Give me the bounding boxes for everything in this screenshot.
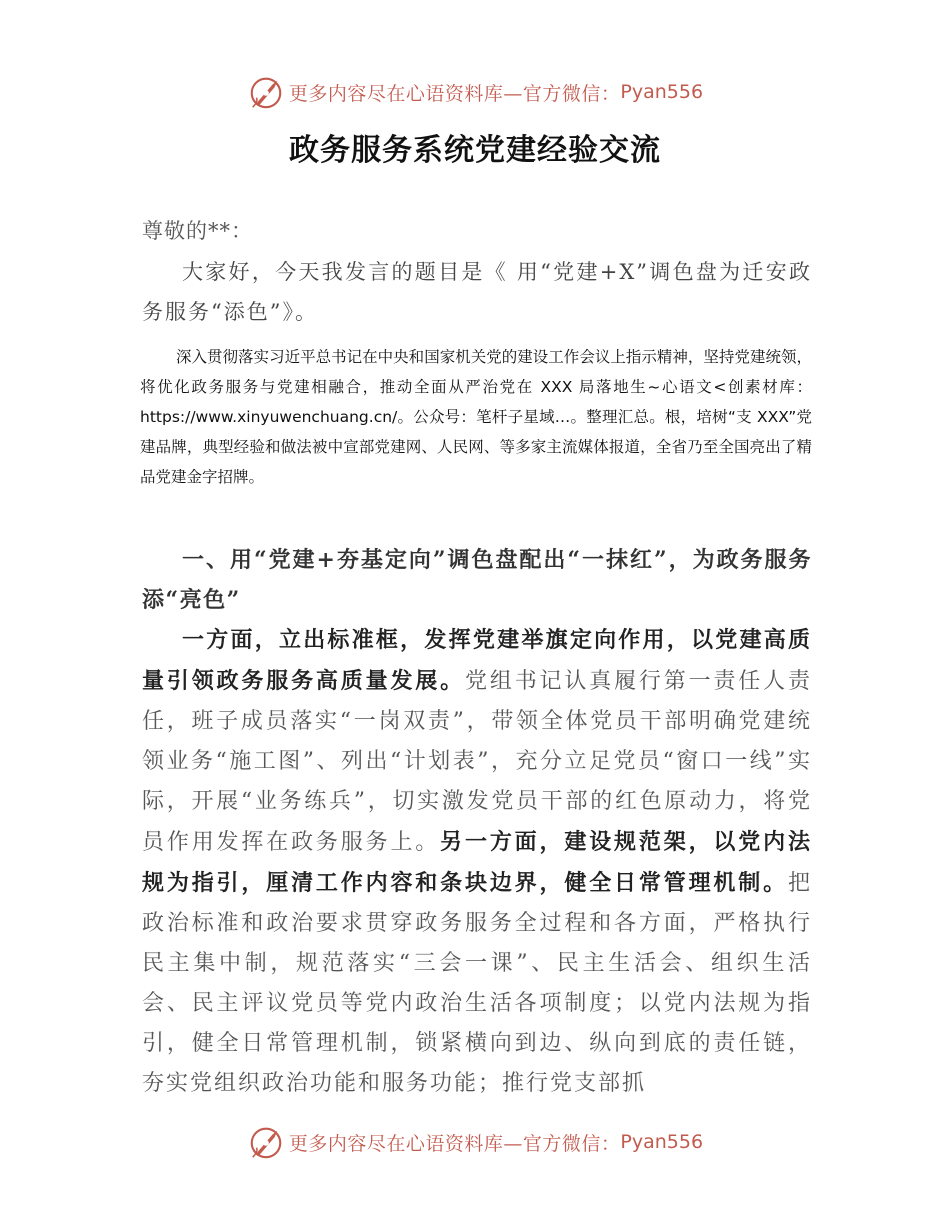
body-bold-1: 一方面，立出标准框，发挥党建举旗定向作用，以党建高质量引领政务服务高质量发展。 bbox=[142, 627, 812, 694]
body-text-1: 党组书记认真履行第一责任人责任，班子成员落实“一岗双责”，带领全体党员干部明确党建统领业务“施工图”、列出“计划表”，充分立足党员“窗口一线”实际，开展“业务练兵”，切实激发党员干部的红色原动力，将党员作用发挥在政务服务上。 bbox=[142, 669, 812, 855]
intro-paragraph: 大家好，今天我发言的题目是《 用“党建+X”调色盘为迁安政务服务“添色”》。 bbox=[142, 260, 812, 324]
body-paragraph bbox=[142, 620, 812, 1100]
section-heading-1: 一、用“党建+夯基定向”调色盘配出“一抹红”，为政务服务添“亮色” bbox=[142, 547, 812, 613]
salutation: 尊敬的**： bbox=[142, 219, 253, 243]
header-banner bbox=[0, 72, 950, 112]
body-text-2: 把政治标准和政治要求贯穿政务服务全过程和各方面，严格执行民主集中制，规范落实“三会一课”、民主生活会、组织生活会、民主评议党员等党内政治生活各项制度；以党内法规为指引，健全日常管理机制，锁紧横向到边、纵向到底的责任链，夯实党组织政治功能和服务功能；推行党支部抓 bbox=[142, 871, 812, 1096]
pen-nib-logo-icon bbox=[247, 73, 285, 111]
summary-paragraph: 深入贯彻落实习近平总书记在中央和国家机关党的建设工作会议上指示精神，坚持党建统领，将优化政务服务与党建相融合，推动全面从严治党在 XXX 局落地生~心语文<创素材库：https://www.xinyuwenchuang.cn/。公众号：笔杆子星域…。整理汇总。根，培树“支 XXX”党建品牌，典型经验和做法被中宣部党建网、人民网、等多家主流媒体报道，全省乃至全国亮出了精品党建金字招牌。 bbox=[140, 348, 812, 486]
pen-nib-logo-icon bbox=[247, 1123, 285, 1161]
body-bold-2: 另一方面，建设规范架，以党内法规为指引，厘清工作内容和条块边界，健全日常管理机制。 bbox=[142, 829, 812, 896]
page-title: 政务服务系统党建经验交流 bbox=[289, 133, 661, 168]
banner-text: 更多内容尽在心语资料库—官方微信： bbox=[288, 82, 621, 105]
footer-banner bbox=[0, 1122, 950, 1162]
banner-wechat-id: Pyan556 bbox=[620, 81, 704, 103]
banner-wechat-id: Pyan556 bbox=[620, 1131, 704, 1153]
banner-text: 更多内容尽在心语资料库—官方微信： bbox=[288, 1132, 621, 1155]
